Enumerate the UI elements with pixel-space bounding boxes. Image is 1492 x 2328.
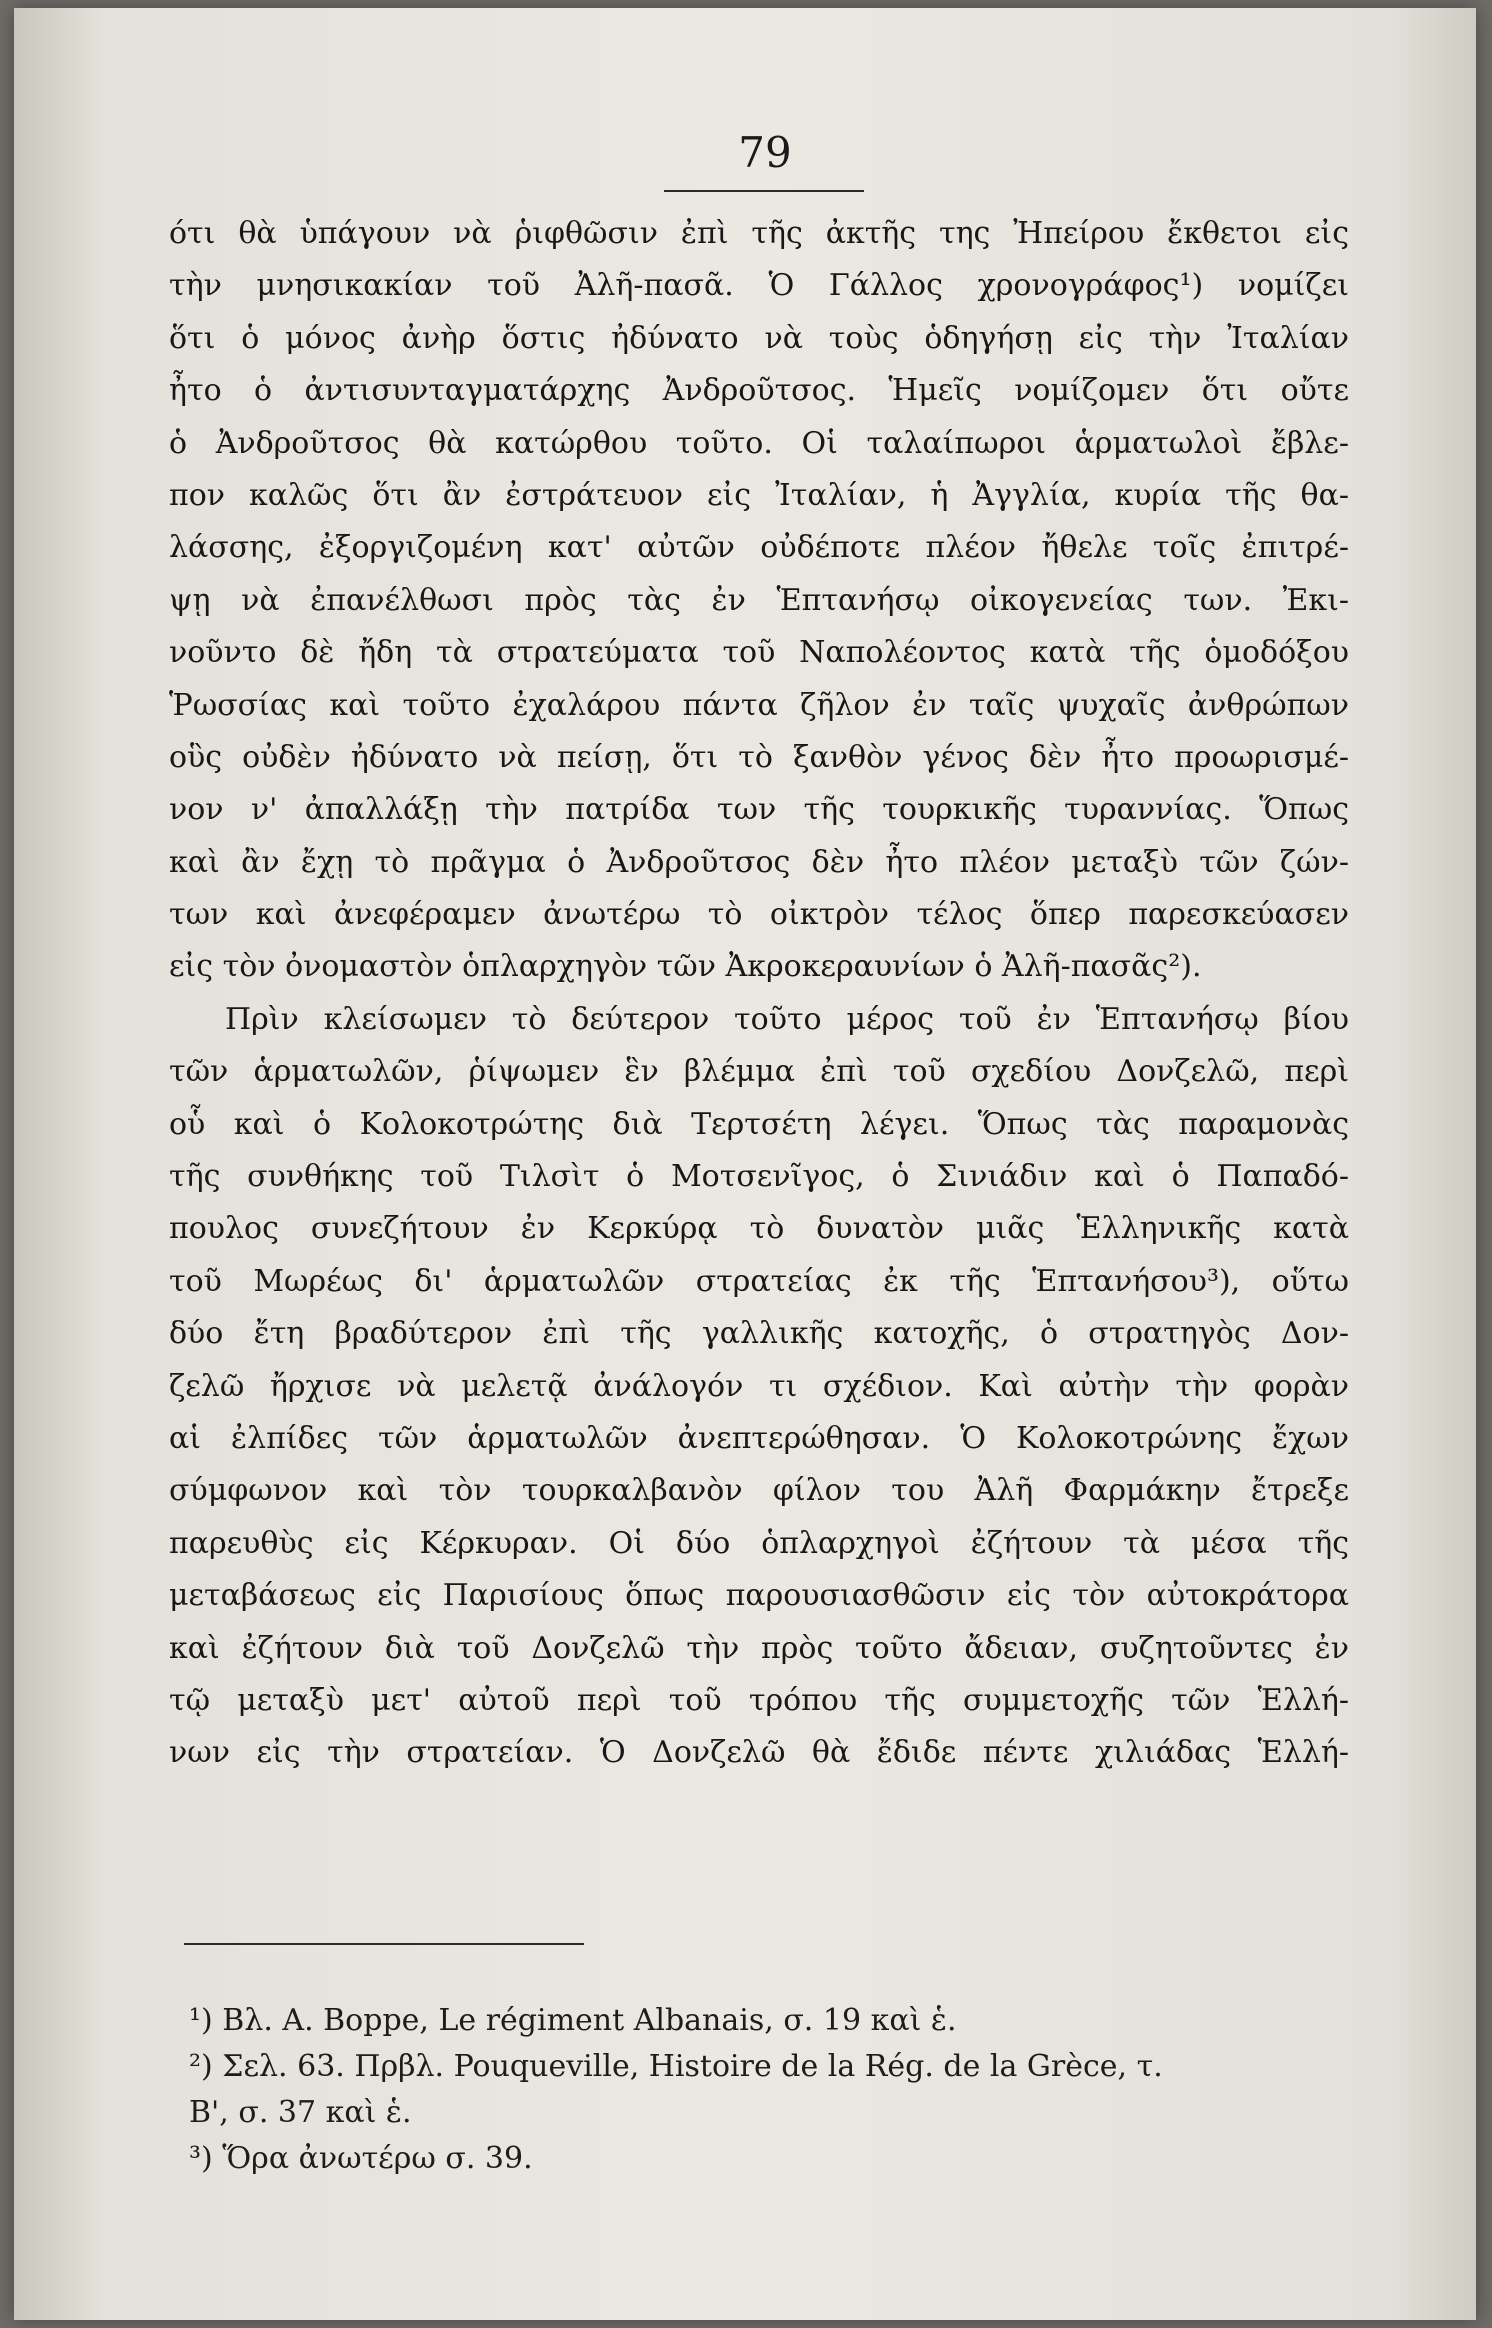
text-line: αἱ ἐλπίδες τῶν ἁρματωλῶν ἀνεπτερώθησαν. Ὁ Κολοκοτρώνης ἔχων [169, 1420, 1349, 1456]
text-line: ζελῶ ἤρχισε νὰ μελετᾷ ἀνάλογόν τι σχέδιον. Καὶ αὐτὴν τὴν φορὰν [169, 1368, 1349, 1404]
text-line: των καὶ ἀνεφέραμεν ἀνωτέρω τὸ οἰκτρὸν τέλος ὅπερ παρεσκεύασεν [169, 897, 1349, 933]
text-line: νοῦντο δὲ ἤδη τὰ στρατεύματα τοῦ Ναπολέοντος κατὰ τῆς ὁμοδόξου [169, 635, 1349, 671]
text-line: τὴν μνησικακίαν τοῦ Ἀλῆ-πασᾶ. Ὁ Γάλλος χρονογράφος¹) νομίζει [169, 268, 1349, 304]
footnote-rule [184, 1943, 584, 1945]
text-line: τῷ μεταξὺ μετ' αὐτοῦ περὶ τοῦ τρόπου τῆς συμμετοχῆς τῶν Ἑλλή- [169, 1682, 1349, 1718]
text-line: τῆς συνθήκης τοῦ Τιλσὶτ ὁ Μοτσενῖγος, ὁ Σινιάδιν καὶ ὁ Παπαδό- [169, 1159, 1349, 1195]
header-rule [664, 190, 864, 192]
body-text [169, 208, 1349, 1780]
text-line: παρευθὺς εἰς Κέρκυραν. Οἱ δύο ὁπλαρχηγοὶ ἐζήτουν τὰ μέσα τῆς [169, 1525, 1349, 1561]
text-line: ὁ Ἀνδροῦτσος θὰ κατώρθου τοῦτο. Οἱ ταλαίπωροι ἁρματωλοὶ ἔβλε- [169, 425, 1349, 461]
text-line: ότι θὰ ὑπάγουν νὰ ῥιφθῶσιν ἐπὶ τῆς ἀκτῆς της Ἠπείρου ἔκθετοι εἰς [169, 216, 1349, 251]
text-line: ὅτι ὁ μόνος ἀνὴρ ὅστις ἠδύνατο νὰ τοὺς ὁδηγήσῃ εἰς τὴν Ἰταλίαν [169, 320, 1349, 356]
text-line: νον ν' ἀπαλλάξῃ τὴν πατρίδα των τῆς τουρκικῆς τυραννίας. Ὅπως [169, 792, 1349, 828]
text-line: Πρὶν κλείσωμεν τὸ δεύτερον τοῦτο μέρος τοῦ ἐν Ἑπτανήσῳ βίου [225, 1001, 1349, 1037]
text-line: πον καλῶς ὅτι ἂν ἐστράτευον εἰς Ἰταλίαν, ἡ Ἀγγλία, κυρία τῆς θα- [169, 477, 1349, 513]
text-line: σύμφωνον καὶ τὸν τουρκαλβανὸν φίλον του Ἀλῆ Φαρμάκην ἔτρεξε [169, 1473, 1349, 1509]
text-line: οὗ καὶ ὁ Κολοκοτρώτης διὰ Τερτσέτη λέγει. Ὅπως τὰς παραμονὰς [169, 1106, 1349, 1142]
text-line: νων εἰς τὴν στρατείαν. Ὁ Δονζελῶ θὰ ἔδιδε πέντε χιλιάδας Ἑλλή- [169, 1735, 1349, 1771]
text-line: τοῦ Μωρέως δι' ἁρματωλῶν στρατείας ἐκ τῆς Ἑπτανήσου³), οὕτω [169, 1263, 1349, 1299]
text-line: λάσσης, ἐξοργιζομένη κατ' αὐτῶν οὐδέποτε πλέον ἤθελε τοῖς ἐπιτρέ- [169, 530, 1349, 566]
text-line: καὶ ἐζήτουν διὰ τοῦ Δονζελῶ τὴν πρὸς τοῦτο ἄδειαν, συζητοῦντες ἐν [169, 1630, 1349, 1666]
page-number: 79 [738, 128, 792, 177]
text-line: πουλος συνεζήτουν ἐν Κερκύρᾳ τὸ δυνατὸν μιᾶς Ἑλληνικῆς κατὰ [169, 1211, 1349, 1247]
footnote-continuation: Β', σ. 37 καὶ ἑ. [189, 2095, 412, 2130]
text-line: δύο ἔτη βραδύτερον ἐπὶ τῆς γαλλικῆς κατοχῆς, ὁ στρατηγὸς Δον- [169, 1316, 1349, 1352]
footnotes [189, 1998, 1349, 2182]
footnote: ¹) Βλ. A. Boppe, Le régiment Albanais, σ. 19 καὶ ἑ. [189, 2003, 957, 2038]
text-line: οὓς οὐδὲν ἠδύνατο νὰ πείσῃ, ὅτι τὸ ξανθὸν γένος δὲν ἦτο προωρισμέ- [169, 739, 1349, 775]
text-line: εἰς τὸν ὀνομαστὸν ὁπλαρχηγὸν τῶν Ἀκροκεραυνίων ὁ Ἀλῆ-πασᾶς²). [169, 949, 1202, 985]
text-line: μεταβάσεως εἰς Παρισίους ὅπως παρουσιασθῶσιν εἰς τὸν αὐτοκράτορα [169, 1578, 1349, 1614]
text-line: ψῃ νὰ ἐπανέλθωσι πρὸς τὰς ἐν Ἑπτανήσῳ οἰκογενείας των. Ἐκι- [169, 582, 1349, 618]
book-page [14, 8, 1476, 2320]
text-line: τῶν ἁρματωλῶν, ῥίψωμεν ἓν βλέμμα ἐπὶ τοῦ σχεδίου Δονζελῶ, περὶ [169, 1054, 1349, 1090]
footnote: ²) Σελ. 63. Πρβλ. Pouqueville, Histoire de la Rég. de la Grèce, τ. [189, 2049, 1163, 2084]
footnote: ³) Ὅρα ἀνωτέρω σ. 39. [189, 2141, 533, 2176]
text-line: Ῥωσσίας καὶ τοῦτο ἐχαλάρου πάντα ζῆλον ἐν ταῖς ψυχαῖς ἀνθρώπων [169, 687, 1349, 723]
text-line: καὶ ἂν ἔχῃ τὸ πρᾶγμα ὁ Ἀνδροῦτσος δὲν ἦτο πλέον μεταξὺ τῶν ζών- [169, 844, 1349, 880]
text-line: ἦτο ὁ ἀντισυνταγματάρχης Ἀνδροῦτσος. Ἡμεῖς νομίζομεν ὅτι οὔτε [169, 373, 1349, 409]
